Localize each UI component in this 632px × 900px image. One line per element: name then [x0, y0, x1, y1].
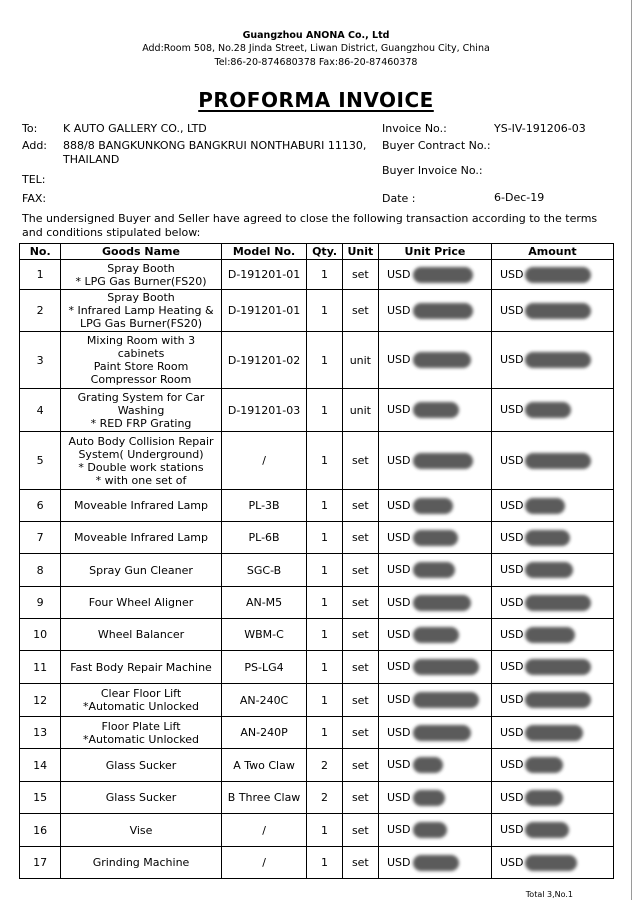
- goods-line: Fast Body Repair Machine: [70, 660, 212, 674]
- cell-amount: [491, 332, 613, 389]
- cell-goods: [61, 587, 221, 619]
- cell-unit-price: [379, 847, 492, 879]
- goods-line: Auto Body Collision Repair: [68, 434, 214, 448]
- unit-price-currency: USD: [387, 453, 411, 467]
- cell-unit: set: [342, 651, 378, 684]
- cell-no: 6: [20, 490, 61, 522]
- cell-goods: [61, 749, 221, 782]
- cell-unit-price: [379, 782, 492, 814]
- cell-goods: [61, 490, 221, 522]
- goods-line: * RED FRP Grating: [90, 416, 192, 430]
- table-row: [20, 554, 614, 587]
- redacted-unit-price: [413, 562, 455, 578]
- cell-no: 8: [20, 554, 61, 587]
- redacted-amount: [525, 757, 563, 773]
- table-row: [20, 587, 614, 619]
- cell-qty: 1: [307, 651, 342, 684]
- cell-goods: [61, 260, 221, 290]
- unit-price-currency: USD: [387, 855, 411, 869]
- redacted-amount: [525, 498, 565, 514]
- cell-model: D-191201-03: [221, 389, 307, 432]
- table-row: [20, 619, 614, 651]
- amount-currency: USD: [499, 660, 524, 673]
- cell-model: A Two Claw: [221, 749, 307, 782]
- cell-model: AN-240C: [221, 684, 307, 717]
- page-footer: Total 3,No.1: [525, 890, 573, 899]
- cell-unit-price: [379, 332, 492, 389]
- amount-currency: USD: [499, 403, 524, 416]
- cell-qty: 1: [307, 847, 342, 879]
- cell-unit-price: [379, 554, 492, 587]
- cell-unit: set: [342, 290, 378, 332]
- cell-unit: unit: [342, 332, 378, 389]
- cell-goods: [61, 332, 221, 389]
- goods-line: Vise: [129, 823, 153, 837]
- redacted-amount: [525, 822, 569, 838]
- col-header-model: Model No.: [221, 244, 307, 260]
- cell-model: SGC-B: [221, 554, 307, 587]
- cell-model: B Three Claw: [221, 782, 307, 814]
- cell-amount: [491, 587, 613, 619]
- cell-unit-price: [379, 490, 492, 522]
- table-row: [20, 389, 614, 432]
- buyer-address-line1: 888/8 BANGKUNKONG BANGKRUI NONTHABURI 11130,: [63, 139, 367, 152]
- goods-line: System( Underground): [78, 447, 204, 461]
- redacted-unit-price: [413, 303, 473, 319]
- items-table: [19, 243, 614, 879]
- cell-amount: [491, 290, 613, 332]
- cell-amount: [491, 684, 613, 717]
- table-row: [20, 332, 614, 389]
- goods-line: Paint Store Room: [93, 360, 189, 373]
- cell-no: 7: [20, 522, 61, 554]
- redacted-amount: [525, 725, 583, 741]
- unit-price-currency: USD: [387, 303, 411, 317]
- cell-no: 12: [20, 684, 61, 717]
- cell-no: 16: [20, 814, 61, 847]
- goods-line: cabinets: [117, 347, 165, 360]
- cell-unit: set: [342, 717, 378, 749]
- unit-price-currency: USD: [387, 403, 411, 416]
- redacted-amount: [525, 303, 591, 319]
- unit-price-currency: USD: [387, 530, 411, 544]
- amount-currency: USD: [499, 563, 524, 576]
- cell-unit: set: [342, 490, 378, 522]
- cell-model: /: [221, 847, 307, 879]
- unit-price-currency: USD: [387, 758, 411, 771]
- cell-amount: [491, 389, 613, 432]
- invoice-no-label: Invoice No.:: [382, 122, 447, 135]
- redacted-amount: [525, 267, 591, 283]
- cell-model: PS-LG4: [221, 651, 307, 684]
- cell-goods: [61, 782, 221, 814]
- amount-currency: USD: [499, 627, 524, 641]
- to-label: To:: [22, 122, 38, 135]
- buyer-address-line2: THAILAND: [63, 153, 120, 166]
- table-row: [20, 684, 614, 717]
- redacted-amount: [525, 562, 573, 578]
- redacted-unit-price: [413, 659, 479, 675]
- buyer-name: K AUTO GALLERY CO., LTD: [63, 122, 207, 135]
- goods-line: Washing: [117, 403, 165, 417]
- cell-unit-price: [379, 684, 492, 717]
- amount-currency: USD: [499, 530, 524, 544]
- amount-currency: USD: [499, 725, 524, 739]
- redacted-amount: [525, 402, 571, 418]
- unit-price-currency: USD: [387, 563, 411, 576]
- cell-amount: [491, 260, 613, 290]
- cell-no: 10: [20, 619, 61, 651]
- redacted-unit-price: [413, 627, 459, 643]
- document-title: [0, 88, 632, 112]
- cell-qty: 1: [307, 619, 342, 651]
- col-header-goods: Goods Name: [61, 244, 221, 260]
- unit-price-currency: USD: [387, 790, 411, 804]
- redacted-amount: [525, 692, 591, 708]
- cell-amount: [491, 782, 613, 814]
- cell-model: AN-M5: [221, 587, 307, 619]
- cell-qty: 1: [307, 587, 342, 619]
- cell-unit: set: [342, 814, 378, 847]
- redacted-unit-price: [413, 790, 445, 806]
- cell-unit: set: [342, 522, 378, 554]
- goods-line: * LPG Gas Burner(FS20): [75, 274, 207, 288]
- table-row: [20, 260, 614, 290]
- cell-amount: [491, 717, 613, 749]
- cell-no: 2: [20, 290, 61, 332]
- cell-unit: set: [342, 260, 378, 290]
- redacted-unit-price: [413, 595, 471, 611]
- cell-unit-price: [379, 717, 492, 749]
- cell-amount: [491, 522, 613, 554]
- terms-intro: The undersigned Buyer and Seller have agreed to close the following transaction according to the terms and conditions stipulated below:: [22, 212, 598, 239]
- cell-amount: [491, 651, 613, 684]
- redacted-unit-price: [413, 267, 473, 283]
- cell-unit-price: [379, 290, 492, 332]
- cell-unit: set: [342, 749, 378, 782]
- redacted-unit-price: [413, 822, 447, 838]
- items-body: [20, 260, 614, 879]
- cell-qty: 1: [307, 814, 342, 847]
- goods-line: * Double work stations: [78, 460, 204, 474]
- table-row: [20, 749, 614, 782]
- col-header-unit: Unit: [342, 244, 378, 260]
- cell-unit: set: [342, 847, 378, 879]
- cell-unit-price: [379, 587, 492, 619]
- redacted-unit-price: [413, 725, 471, 741]
- amount-currency: USD: [499, 758, 524, 771]
- cell-amount: [491, 749, 613, 782]
- cell-unit-price: [379, 522, 492, 554]
- cell-qty: 1: [307, 260, 342, 290]
- goods-line: Four Wheel Aligner: [88, 596, 194, 609]
- cell-goods: [61, 432, 221, 490]
- redacted-unit-price: [413, 530, 458, 546]
- cell-no: 1: [20, 260, 61, 290]
- company-contact: Tel:86-20-874680378 Fax:86-20-87460378: [214, 57, 418, 68]
- cell-qty: 1: [307, 290, 342, 332]
- redacted-amount: [525, 530, 570, 546]
- unit-price-currency: USD: [387, 725, 411, 739]
- goods-line: Mixing Room with 3: [86, 334, 196, 347]
- cell-no: 17: [20, 847, 61, 879]
- goods-line: LPG Gas Burner(FS20): [79, 317, 203, 330]
- redacted-amount: [525, 790, 563, 806]
- cell-qty: 1: [307, 522, 342, 554]
- company-address: Add:Room 508, No.28 Jinda Street, Liwan District, Guangzhou City, China: [142, 43, 490, 54]
- goods-line: Clear Floor Lift: [100, 687, 182, 700]
- goods-line: *Automatic Unlocked: [83, 732, 200, 746]
- cell-goods: [61, 554, 221, 587]
- cell-goods: [61, 684, 221, 717]
- cell-no: 14: [20, 749, 61, 782]
- amount-currency: USD: [499, 823, 524, 836]
- cell-model: PL-3B: [221, 490, 307, 522]
- table-row: [20, 847, 614, 879]
- cell-qty: 1: [307, 554, 342, 587]
- cell-unit-price: [379, 389, 492, 432]
- cell-no: 5: [20, 432, 61, 490]
- cell-qty: 2: [307, 749, 342, 782]
- cell-goods: [61, 814, 221, 847]
- cell-amount: [491, 814, 613, 847]
- col-header-amount: Amount: [491, 244, 613, 260]
- cell-unit-price: [379, 749, 492, 782]
- amount-currency: USD: [499, 267, 524, 281]
- cell-model: D-191201-01: [221, 290, 307, 332]
- table-header-row: [20, 244, 614, 260]
- amount-currency: USD: [499, 595, 524, 609]
- table-row: [20, 490, 614, 522]
- cell-unit: set: [342, 619, 378, 651]
- cell-goods: [61, 651, 221, 684]
- cell-goods: [61, 717, 221, 749]
- cell-goods: [61, 290, 221, 332]
- amount-currency: USD: [499, 855, 524, 869]
- redacted-unit-price: [413, 692, 479, 708]
- unit-price-currency: USD: [387, 660, 411, 673]
- goods-line: Wheel Balancer: [97, 628, 185, 641]
- cell-model: D-191201-01: [221, 260, 307, 290]
- unit-price-currency: USD: [387, 693, 411, 706]
- goods-line: *Automatic Unlocked: [83, 700, 200, 713]
- cell-unit-price: [379, 651, 492, 684]
- invoice-no: YS-IV-191206-03: [494, 122, 586, 135]
- redacted-unit-price: [413, 855, 459, 871]
- buyer-contract-label: Buyer Contract No.:: [382, 139, 491, 152]
- table-row: [20, 782, 614, 814]
- redacted-amount: [525, 627, 575, 643]
- cell-unit-price: [379, 814, 492, 847]
- cell-amount: [491, 554, 613, 587]
- buyer-invoice-label: Buyer Invoice No.:: [382, 164, 483, 177]
- cell-qty: 1: [307, 684, 342, 717]
- cell-qty: 1: [307, 717, 342, 749]
- amount-currency: USD: [499, 303, 524, 317]
- goods-line: * Infrared Lamp Heating &: [68, 304, 214, 317]
- table-row: [20, 651, 614, 684]
- cell-qty: 2: [307, 782, 342, 814]
- date-label: Date :: [382, 192, 416, 205]
- redacted-unit-price: [413, 757, 443, 773]
- cell-goods: [61, 619, 221, 651]
- cell-model: D-191201-02: [221, 332, 307, 389]
- goods-line: Grating System for Car: [77, 390, 205, 404]
- cell-goods: [61, 847, 221, 879]
- goods-line: Spray Booth: [107, 261, 175, 275]
- amount-currency: USD: [499, 353, 524, 366]
- redacted-unit-price: [413, 402, 459, 418]
- cell-unit: set: [342, 587, 378, 619]
- redacted-unit-price: [413, 352, 471, 368]
- cell-unit: set: [342, 684, 378, 717]
- unit-price-currency: USD: [387, 353, 411, 366]
- table-row: [20, 432, 614, 490]
- cell-unit-price: [379, 260, 492, 290]
- cell-model: PL-6B: [221, 522, 307, 554]
- goods-line: Glass Sucker: [105, 791, 177, 804]
- redacted-unit-price: [413, 498, 453, 514]
- cell-unit-price: [379, 432, 492, 490]
- goods-line: Grinding Machine: [92, 856, 190, 869]
- cell-amount: [491, 619, 613, 651]
- table-row: [20, 522, 614, 554]
- document-title-text: PROFORMA INVOICE: [198, 88, 434, 112]
- goods-line: Spray Gun Cleaner: [89, 563, 193, 577]
- goods-line: Floor Plate Lift: [101, 719, 181, 733]
- cell-no: 9: [20, 587, 61, 619]
- cell-qty: 1: [307, 432, 342, 490]
- redacted-amount: [525, 453, 591, 469]
- cell-goods: [61, 522, 221, 554]
- cell-model: WBM-C: [221, 619, 307, 651]
- goods-line: Moveable Infrared Lamp: [74, 531, 209, 544]
- cell-unit-price: [379, 619, 492, 651]
- add-label: Add:: [22, 139, 48, 152]
- cell-qty: 1: [307, 389, 342, 432]
- cell-qty: 1: [307, 490, 342, 522]
- col-header-unit-price: Unit Price: [379, 244, 492, 260]
- cell-no: 4: [20, 389, 61, 432]
- table-row: [20, 717, 614, 749]
- cell-unit: set: [342, 782, 378, 814]
- goods-line: Moveable Infrared Lamp: [74, 499, 209, 512]
- unit-price-currency: USD: [387, 267, 411, 281]
- cell-unit: set: [342, 554, 378, 587]
- col-header-qty: Qty.: [307, 244, 342, 260]
- cell-unit: unit: [342, 389, 378, 432]
- unit-price-currency: USD: [387, 627, 411, 641]
- unit-price-currency: USD: [387, 498, 411, 512]
- amount-currency: USD: [499, 693, 524, 706]
- cell-qty: 1: [307, 332, 342, 389]
- cell-amount: [491, 490, 613, 522]
- cell-no: 13: [20, 717, 61, 749]
- unit-price-currency: USD: [387, 595, 411, 609]
- cell-amount: [491, 432, 613, 490]
- cell-model: /: [221, 432, 307, 490]
- table-row: [20, 814, 614, 847]
- cell-unit: set: [342, 432, 378, 490]
- goods-line: Compressor Room: [90, 373, 192, 386]
- redacted-amount: [525, 855, 577, 871]
- cell-amount: [491, 847, 613, 879]
- invoice-date: 6-Dec-19: [494, 191, 545, 204]
- company-name: Guangzhou ANONA Co., Ltd: [242, 30, 390, 41]
- amount-currency: USD: [499, 790, 524, 804]
- goods-line: Glass Sucker: [105, 758, 177, 772]
- amount-currency: USD: [499, 453, 524, 467]
- redacted-unit-price: [413, 453, 473, 469]
- col-header-no: No.: [20, 244, 61, 260]
- fax-label: FAX:: [22, 192, 47, 205]
- table-row: [20, 290, 614, 332]
- redacted-amount: [525, 595, 591, 611]
- goods-line: Spray Booth: [107, 291, 175, 304]
- cell-model: AN-240P: [221, 717, 307, 749]
- redacted-amount: [525, 659, 591, 675]
- cell-no: 15: [20, 782, 61, 814]
- tel-label: TEL:: [22, 173, 46, 186]
- goods-line: * with one set of: [95, 473, 187, 487]
- cell-model: /: [221, 814, 307, 847]
- amount-currency: USD: [499, 498, 524, 512]
- cell-no: 3: [20, 332, 61, 389]
- cell-goods: [61, 389, 221, 432]
- redacted-amount: [525, 352, 591, 368]
- cell-no: 11: [20, 651, 61, 684]
- unit-price-currency: USD: [387, 823, 411, 836]
